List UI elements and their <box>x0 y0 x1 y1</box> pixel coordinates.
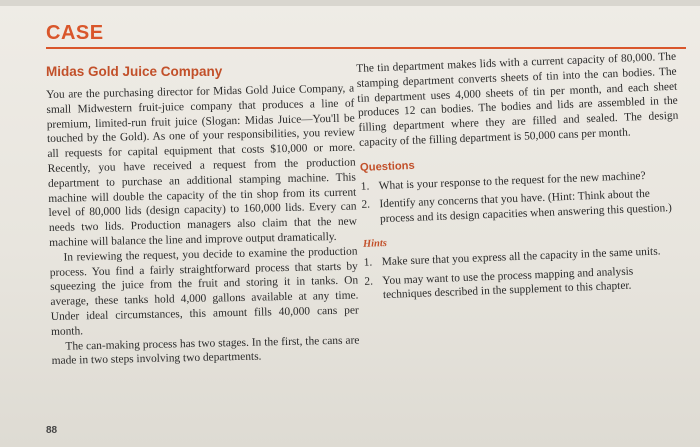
question-number: 2. <box>361 198 371 212</box>
paragraph: The tin department makes lids with a current capacity of 80,000. The stamping department converts sheets of tin into the can bodies. The tin department uses 4,000 sheets of tin per month, and each sheet produces 12 can bodies. The bodies and lids are assembled in the filling department where they are filled and sealed. The design capacity of the filling department is 50,000 cans per month. <box>356 50 679 149</box>
hint-number: 1. <box>363 256 373 269</box>
hint-text: You may want to use the process mapping and analysis techniques described in the supplement to this chapter. <box>382 265 634 302</box>
question-text: What is your response to the request for the new machine? <box>378 169 646 192</box>
paragraph: You are the purchasing director for Midas Gold Juice Company, a small Midwestern fruit-juice company that produces a line of premium, limited-run fruit juice (Slogan: Midas Juice—You'll be touched by the Gold). As one of your responsibilities, you review all requests for capital equipment that costs $10,000 or more. Recently, you have received a request from the production department to purchase an additional stamping machine. This machine will double the capacity of the tin shop from its current level of 80,000 lids (design capacity) to 160,000 lids. Every can needs two lids. Production managers also claim that the new machine will balance the line and improve output dramatically. <box>46 82 357 249</box>
paragraph: The can-making process has two stages. In the first, the cans are made in two steps involving two departments. <box>51 334 360 368</box>
case-divider <box>46 47 686 49</box>
question-number: 1. <box>360 180 370 193</box>
hints-list <box>363 243 685 304</box>
left-column <box>46 82 360 370</box>
questions-list <box>361 167 683 228</box>
hints-heading: Hints <box>362 237 388 250</box>
questions-heading: Questions <box>359 159 415 174</box>
page-number: 88 <box>46 425 58 436</box>
hint-number: 2. <box>364 275 374 288</box>
top-edge <box>0 0 700 6</box>
question-text: Identify any concerns that you have. (Hint: Think about the process and its design capacities when answering this question.) <box>379 188 673 226</box>
right-column <box>356 50 685 308</box>
paragraph: In reviewing the request, you decide to examine the production process. You find a fairly straightforward process that starts by squeezing the juice from the fruit and storing it in tanks. On average, these tanks hold 4,000 gallons available at any time. Under ideal circumstances, this amount fills 40,000 cans per month. <box>49 245 359 338</box>
hint-text: Make sure that you express all the capacity in the same units. <box>381 245 661 268</box>
case-title: Midas Gold Juice Company <box>46 64 223 79</box>
case-label: CASE <box>46 22 104 44</box>
